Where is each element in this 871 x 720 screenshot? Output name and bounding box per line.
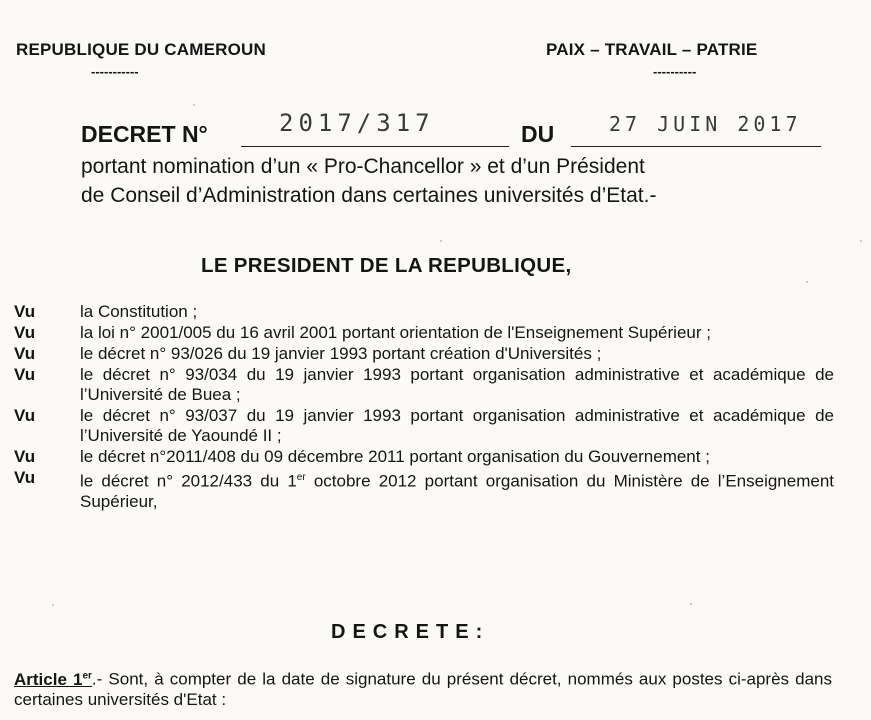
- motto-heading: PAIX – TRAVAIL – PATRIE: [546, 40, 758, 59]
- decree-number-stamp: 2017/317: [279, 109, 435, 137]
- article-label-sup: er: [82, 670, 92, 681]
- visa-item: [14, 344, 834, 364]
- visa-label: Vu: [14, 302, 36, 321]
- motto-heading-rule: ----------: [653, 64, 697, 79]
- visa-label: Vu: [14, 468, 36, 487]
- visa-text-part: octobre 2012 portant organisation du Ministère de l’Enseignement Supérieur,: [80, 471, 834, 511]
- article-label-suffix: .-: [91, 669, 109, 689]
- visa-label: Vu: [14, 323, 36, 342]
- decree-subject-line: portant nomination d’un « Pro-Chancellor » et d’un Président: [81, 155, 645, 178]
- article-label-text: Article 1: [14, 669, 83, 689]
- scan-speck: [52, 604, 54, 606]
- article-1: [14, 666, 832, 710]
- decrete-heading: DECRETE:: [331, 621, 490, 643]
- scan-speck: [193, 104, 195, 106]
- visa-item: [14, 447, 834, 467]
- visa-item: [14, 406, 834, 446]
- visa-item: [14, 468, 834, 512]
- visa-text: [80, 468, 834, 512]
- decree-number-label: DECRET N°: [81, 121, 208, 147]
- visa-label: Vu: [14, 406, 36, 425]
- scan-speck: [860, 240, 862, 242]
- visa-text: le décret n° 93/026 du 19 janvier 1993 portant création d'Universités ;: [80, 344, 602, 363]
- decree-subject-line: de Conseil d’Administration dans certaines universités d’Etat.-: [81, 184, 657, 207]
- decree-date-label: DU: [521, 121, 555, 147]
- visa-text: la Constitution ;: [80, 302, 198, 321]
- visa-item: [14, 323, 834, 343]
- visa-text: la loi n° 2001/005 du 16 avril 2001 portant orientation de l'Enseignement Supérieur ;: [80, 323, 711, 342]
- article-label: [14, 670, 92, 689]
- ordinal-suffix: er: [296, 472, 306, 483]
- scan-speck: [440, 240, 442, 242]
- republic-heading-rule: -----------: [91, 64, 139, 79]
- president-heading: LE PRESIDENT DE LA REPUBLIQUE,: [201, 254, 572, 277]
- article-text: Sont, à compter de la date de signature du présent décret, nommés aux postes ci-après dans certaines universités d'Etat :: [14, 669, 833, 709]
- visa-label: Vu: [14, 344, 36, 363]
- decree-subject: [81, 152, 841, 210]
- visa-label: Vu: [14, 447, 36, 466]
- republic-heading: REPUBLIQUE DU CAMEROUN: [16, 40, 266, 59]
- decree-date-stamp: 27 JUIN 2017: [609, 112, 802, 136]
- visa-label: Vu: [14, 365, 36, 384]
- visa-text-part: le décret n° 2012/433 du 1: [80, 471, 297, 491]
- visa-item: [14, 365, 834, 405]
- visa-item: [14, 302, 834, 322]
- visa-list: [14, 302, 834, 513]
- visa-text: le décret n° 93/037 du 19 janvier 1993 portant organisation administrative et académique de l’Université de Yaoundé II ;: [80, 406, 834, 445]
- visa-text: le décret n°2011/408 du 09 décembre 2011 portant organisation du Gouvernement ;: [80, 447, 710, 466]
- scan-speck: [690, 603, 692, 605]
- visa-text: le décret n° 93/034 du 19 janvier 1993 portant organisation administrative et académique de l’Université de Buea ;: [80, 365, 834, 404]
- scan-speck: [806, 281, 808, 283]
- decree-title-line: [81, 109, 841, 152]
